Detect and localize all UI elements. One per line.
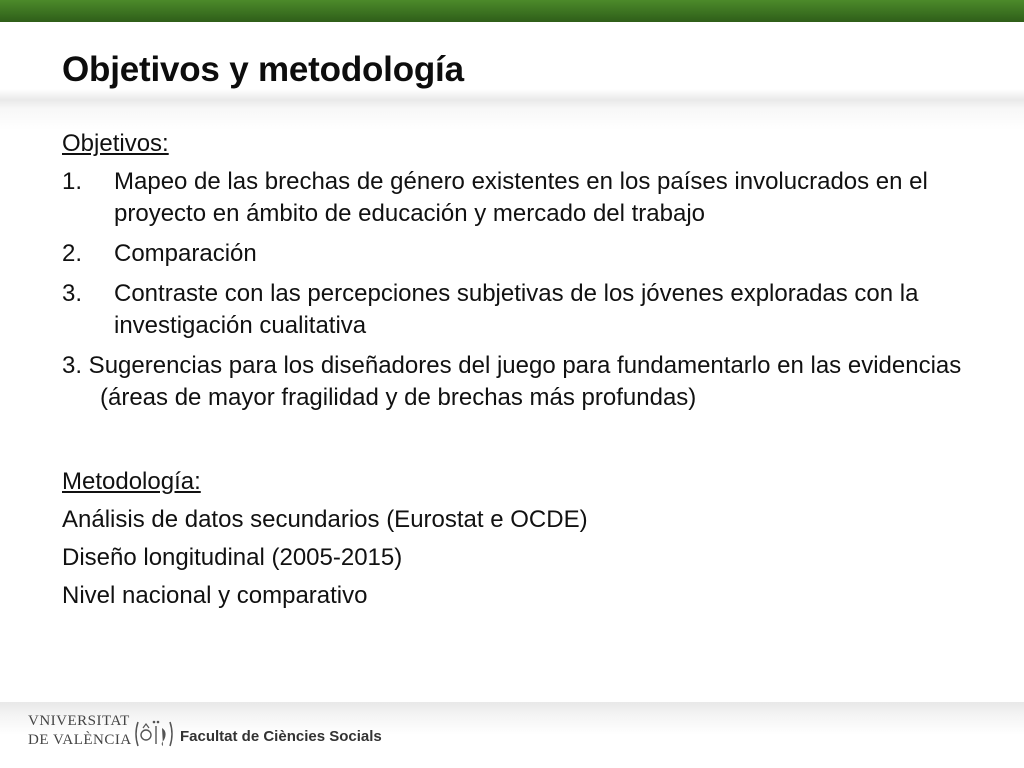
objective-text: Contraste con las percepciones subjetivas de los jóvenes exploradas con la investigación cualitativa	[114, 280, 919, 339]
methodology-line: Nivel nacional y comparativo	[62, 582, 368, 609]
objective-number: 3.	[62, 280, 83, 307]
slide-content	[62, 128, 982, 612]
university-name-line1: VNIVERSITAT	[28, 713, 130, 729]
objective-number: 1.	[62, 168, 83, 195]
objective-item	[62, 238, 982, 270]
objective-item	[62, 166, 982, 230]
objective-number: 2.	[62, 240, 83, 267]
objective-item	[62, 278, 982, 342]
methodology-line: Diseño longitudinal (2005-2015)	[62, 544, 403, 571]
objective-text: Mapeo de las brechas de género existentes en los países involucrados en el proyecto en ámbito de educación y mercado del trabajo	[114, 168, 928, 227]
methodology-heading: Metodología:	[62, 468, 201, 495]
objective-text: Comparación	[114, 240, 257, 267]
top-green-band	[0, 0, 1024, 22]
slide-title: Objetivos y metodología	[62, 50, 464, 89]
faculty-name: Facultat de Ciències Socials	[180, 728, 382, 745]
objectives-heading: Objetivos:	[62, 130, 169, 157]
university-logo	[28, 712, 132, 750]
objectives-list	[62, 166, 982, 342]
methodology-line: Análisis de datos secundarios (Eurostat e OCDE)	[62, 506, 588, 533]
university-name-line2: DE VALÈNCIA	[28, 732, 132, 748]
faculty-emblem-icon	[132, 716, 176, 752]
objective-extra-item: 3. Sugerencias para los diseñadores del juego para fundamentarlo en las evidencias (áreas de mayor fragilidad y de brechas más profundas)	[62, 352, 962, 411]
